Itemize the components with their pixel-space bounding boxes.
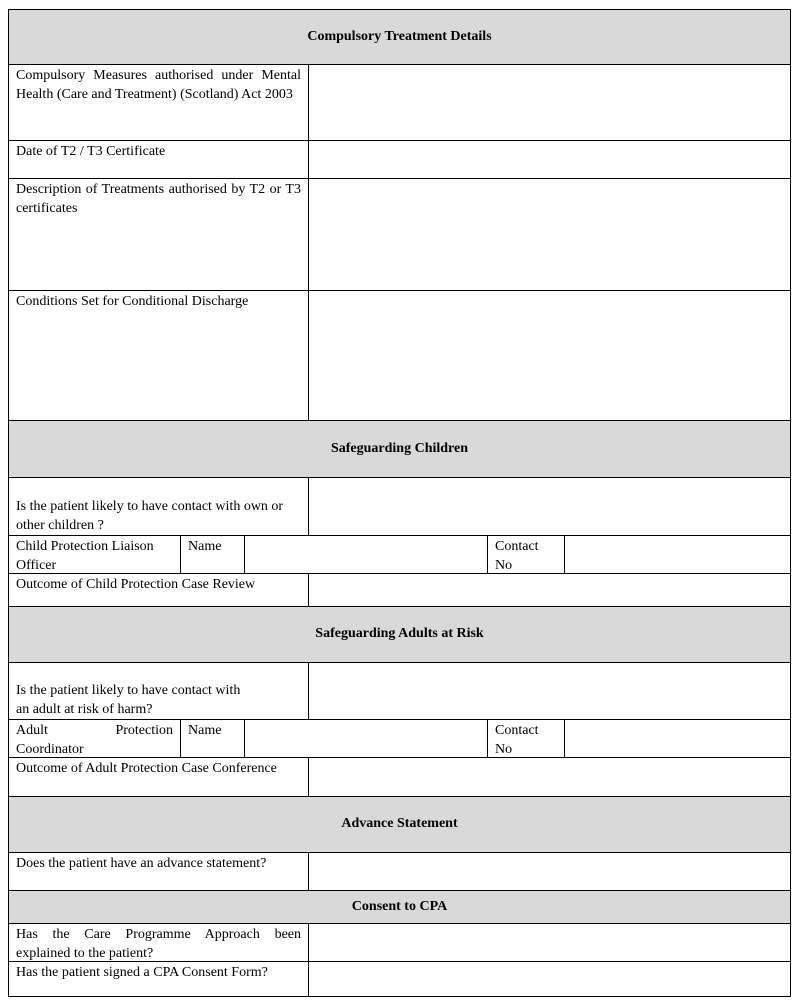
field-cpa-consent-signed[interactable] (308, 961, 791, 997)
field-adult-coordinator-name[interactable] (244, 719, 488, 758)
field-child-officer-name[interactable] (244, 535, 488, 574)
label-cpa-consent-signed: Has the patient signed a CPA Consent Form? (8, 961, 309, 997)
label-adult-protection-coordinator: Adult Protection Coordinator (8, 719, 181, 758)
section-header-safeguarding-adults (8, 606, 791, 663)
section-title: Advance Statement (341, 816, 458, 832)
field-cpa-explained[interactable] (308, 923, 791, 962)
label-adult-coordinator-name: Name (180, 719, 245, 758)
label-child-liaison-officer: Child Protection Liaison Officer (8, 535, 181, 574)
label-child-officer-name: Name (180, 535, 245, 574)
section-header-compulsory-treatment (8, 9, 791, 65)
label-children-contact: Is the patient likely to have contact with own or other children ? (8, 477, 309, 536)
field-compulsory-measures[interactable] (308, 64, 791, 141)
section-title: Consent to CPA (351, 898, 448, 914)
field-certificate-date[interactable] (308, 140, 791, 179)
label-treatment-description: Description of Treatments authorised by T2 or T3 certificates (8, 178, 309, 291)
field-treatment-description[interactable] (308, 178, 791, 291)
section-header-consent-cpa (8, 890, 791, 924)
section-header-safeguarding-children (8, 420, 791, 478)
label-compulsory-measures: Compulsory Measures authorised under Mental Health (Care and Treatment) (Scotland) Act 2003 (8, 64, 309, 141)
field-children-contact[interactable] (308, 477, 791, 536)
label-advance-statement: Does the patient have an advance statement? (8, 852, 309, 891)
field-adult-contact[interactable] (308, 662, 791, 720)
field-child-case-review-outcome[interactable] (308, 573, 791, 607)
field-adult-case-conference-outcome[interactable] (308, 757, 791, 797)
cpa-form (8, 9, 791, 997)
field-advance-statement[interactable] (308, 852, 791, 891)
label-child-officer-contact-no: Contact No (487, 535, 565, 574)
section-title: Compulsory Treatment Details (307, 28, 492, 44)
field-child-officer-contact-no[interactable] (564, 535, 791, 574)
label-cpa-explained: Has the Care Programme Approach been explained to the patient? (8, 923, 309, 962)
field-discharge-conditions[interactable] (308, 290, 791, 421)
field-adult-coordinator-contact-no[interactable] (564, 719, 791, 758)
label-adult-coordinator-contact-no: Contact No (487, 719, 565, 758)
label-adult-contact: Is the patient likely to have contact with an adult at risk of harm? (8, 662, 309, 720)
label-adult-case-conference-outcome: Outcome of Adult Protection Case Conference (8, 757, 309, 797)
section-title: Safeguarding Children (330, 440, 469, 456)
label-child-case-review-outcome: Outcome of Child Protection Case Review (8, 573, 309, 607)
section-title: Safeguarding Adults at Risk (315, 626, 484, 642)
label-discharge-conditions: Conditions Set for Conditional Discharge (8, 290, 309, 421)
section-header-advance-statement (8, 796, 791, 853)
label-certificate-date: Date of T2 / T3 Certificate (8, 140, 309, 179)
